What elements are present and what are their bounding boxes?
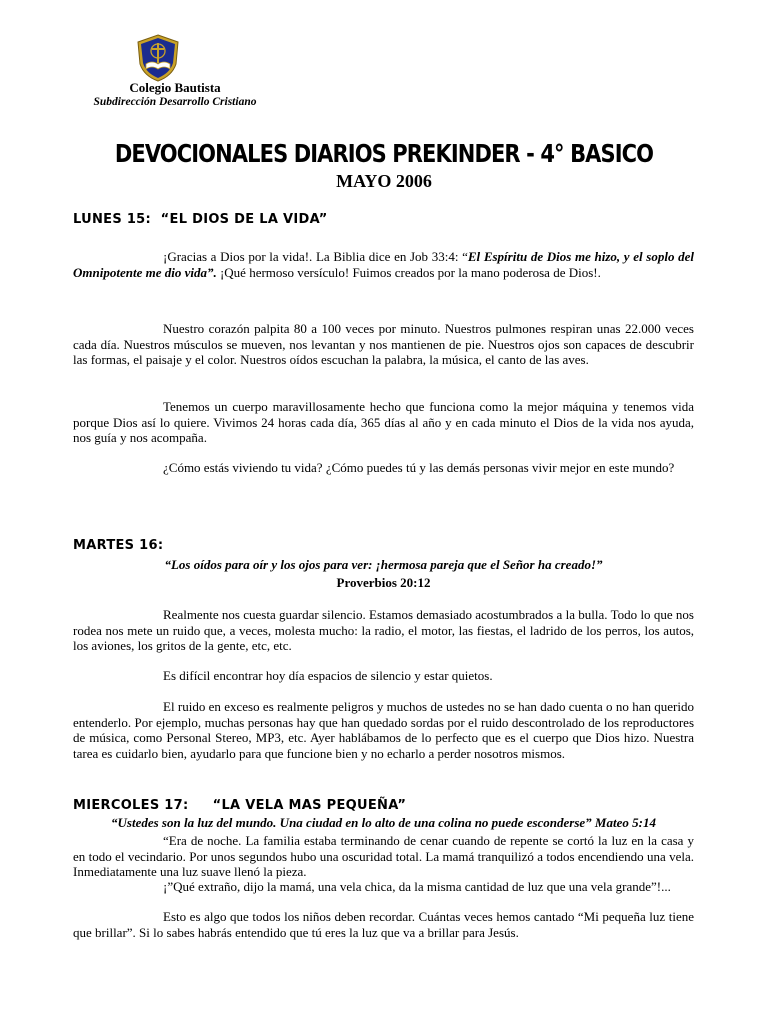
paragraph-lunes-2: [73, 321, 694, 368]
document-subtitle: MAYO 2006: [336, 171, 432, 191]
verse-martes: “Los oídos para oír y los ojos para ver: ¡hermosa pareja que el Señor ha creado!”: [164, 557, 603, 572]
paragraph-martes-3: [73, 699, 694, 761]
paragraph-text: Tenemos un cuerpo maravillosamente hecho que funciona como la mejor máquina y tenemos vida porque Dios así lo quiere. Vivimos 24 horas cada día, 365 días al año y en cada minuto el Dios de la vida nos ayuda, nos guía y nos acompaña.: [73, 399, 694, 446]
paragraph-text: El ruido en exceso es realmente peligros y muchos de ustedes no se han dado cuenta o no han querido entenderlo. Por ejemplo, muchas personas hay que han quedado sordas por el ruido descontrolado de los reproductores de música, como Personal Stereo, MP3, etc. Ayer hablábamos de lo perfecto que es el cuerpo que Dios hizo. Nuestra tarea es cuidarlo bien, ayudarlo para que funcione bien y no echarlo a perder nosotros mismos.: [73, 699, 694, 761]
bible-quote: El Espíritu de Dios me hizo, y el soplo del Omnipotente me dio vida”.: [73, 249, 694, 280]
department-name: Subdirección Desarrollo Cristiano: [93, 96, 257, 108]
school-crest-logo: [135, 34, 181, 82]
paragraph-miercoles-2: [73, 879, 694, 895]
section-heading-martes: MARTES 16:: [73, 538, 164, 553]
school-name: Colegio Bautista: [129, 80, 221, 95]
paragraph-text: ¡Qué hermoso versículo! Fuimos creados por la mano poderosa de Dios!.: [216, 264, 601, 280]
paragraph-text: ¡”Qué extraño, dijo la mamá, una vela chica, da la misma cantidad de luz que una vela grande”!...: [163, 879, 671, 894]
paragraph-text: Es difícil encontrar hoy día espacios de silencio y estar quietos.: [163, 668, 493, 683]
paragraph-text: “Era de noche. La familia estaba terminando de cenar cuando de repente se cortó la luz en la casa y en todo el vecindario. Por unos segundos hubo una oscuridad total. La mamá tranquilizó a todos encendiendo una vela. Inmediatamente una luz suave llenó la pieza.: [73, 833, 694, 880]
paragraph-lunes-1: [73, 249, 694, 280]
section-heading-lunes: LUNES 15: “EL DIOS DE LA VIDA”: [73, 212, 328, 227]
paragraph-text: ¡Gracias a Dios por la vida!. La Biblia dice en Job 33:4: “: [163, 249, 468, 264]
section-heading-miercoles: MIERCOLES 17: “LA VELA MAS PEQUEÑA”: [73, 798, 407, 813]
verse-reference-martes: Proverbios 20:12: [336, 575, 431, 590]
paragraph-text: Esto es algo que todos los niños deben recordar. Cuántas veces hemos cantado “Mi pequeña luz tiene que brillar”. Si lo sabes habrás entendido que tú eres la luz que va a brillar para Jesús.: [73, 909, 694, 940]
verse-miercoles: “Ustedes son la luz del mundo. Una ciudad en lo alto de una colina no puede esconderse” Mateo 5:14: [111, 815, 656, 830]
paragraph-martes-1: [73, 607, 694, 654]
paragraph-lunes-4: [73, 460, 694, 476]
paragraph-text: Realmente nos cuesta guardar silencio. Estamos demasiado acostumbrados a la bulla. Todo lo que nos rodea nos mete un ruido que, a veces, molesta mucho: la radio, el motor, las fiestas, el ladrido de los perros, los autos, los aviones, los gritos de la gente, etc, etc.: [73, 607, 694, 654]
paragraph-lunes-3: [73, 399, 694, 446]
paragraph-text: ¿Cómo estás viviendo tu vida? ¿Cómo puedes tú y las demás personas vivir mejor en este mundo?: [163, 460, 675, 475]
paragraph-martes-2: [73, 668, 694, 684]
document-title: DEVOCIONALES DIARIOS PREKINDER - 4° BASICO: [114, 139, 654, 168]
paragraph-miercoles-1: [73, 833, 694, 880]
paragraph-text: Nuestro corazón palpita 80 a 100 veces por minuto. Nuestros pulmones respiran unas 22.000 veces cada día. Nuestros músculos se mueven, nos levantan y nos mantienen de pie. Nuestros ojos son capaces de descubrir las formas, el paisaje y el color. Nuestros oídos escuchan la palabra, la música, el canto de las aves.: [73, 321, 694, 368]
paragraph-miercoles-3: [73, 909, 694, 940]
